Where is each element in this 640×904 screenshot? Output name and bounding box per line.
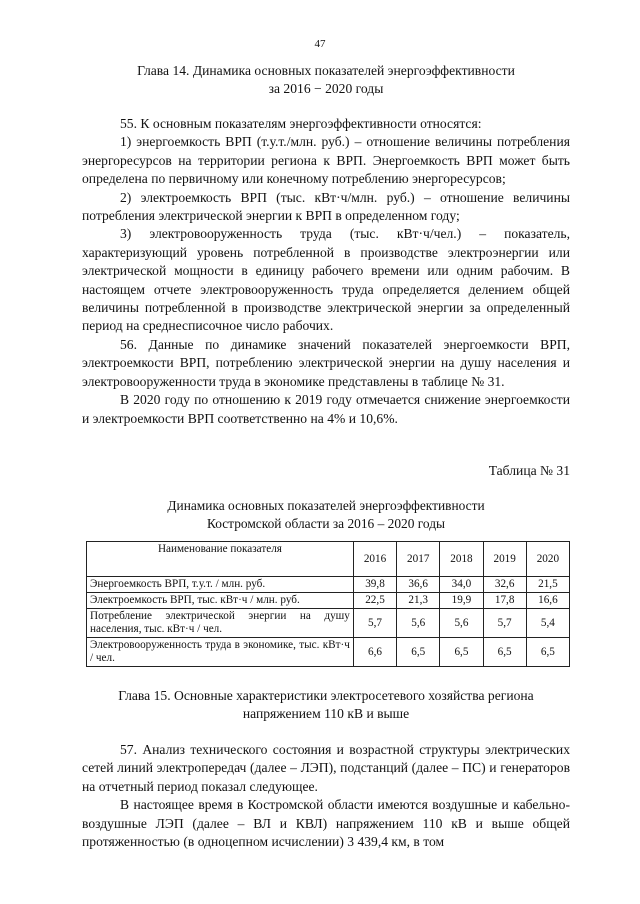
table-title xyxy=(80,497,572,533)
paragraph-56: 56. Данные по динамике значений показателей энергоемкости ВРП, электроемкости ВРП, потреблению электрической энергии на душу населения и электровооруженности труда в экономике представлены в таблице № 31. xyxy=(82,336,570,389)
cell-value: 22,5 xyxy=(353,593,396,609)
cell-value: 6,6 xyxy=(353,638,396,667)
row-name: Энергоемкость ВРП, т.у.т. / млн. руб. xyxy=(87,577,354,593)
cell-value: 5,7 xyxy=(353,609,396,638)
table-label: Таблица № 31 xyxy=(488,463,570,478)
header-year: 2017 xyxy=(397,542,440,577)
header-year: 2016 xyxy=(353,542,396,577)
cell-value: 36,6 xyxy=(397,577,440,593)
table-row xyxy=(87,609,570,638)
paragraph-57: 57. Анализ технического состояния и возрастной структуры электрических сетей линий электропередач (далее – ЛЭП), подстанций (далее – ПС) и генераторов на отчетный период показал следующее. xyxy=(82,742,570,794)
table-title-line1: Динамика основных показателей энергоэффективности xyxy=(167,498,485,513)
table-row xyxy=(87,593,570,609)
section-55-56-text xyxy=(82,115,570,428)
row-name: Потребление электрической энергии на душу населения, тыс. кВт·ч / чел. xyxy=(87,609,354,638)
cell-value: 32,6 xyxy=(483,577,526,593)
indicators-table xyxy=(86,541,570,667)
header-year: 2018 xyxy=(440,542,483,577)
header-year: 2019 xyxy=(483,542,526,577)
cell-value: 21,3 xyxy=(397,593,440,609)
paragraph-55-intro: 55. К основным показателям энергоэффективности относятся: xyxy=(120,116,482,131)
section-57-text xyxy=(82,741,570,851)
header-year: 2020 xyxy=(526,542,569,577)
cell-value: 6,5 xyxy=(483,638,526,667)
cell-value: 5,6 xyxy=(397,609,440,638)
chapter-14-heading-line2: за 2016 − 2020 годы xyxy=(268,81,384,96)
cell-value: 6,5 xyxy=(440,638,483,667)
cell-value: 5,6 xyxy=(440,609,483,638)
cell-value: 16,6 xyxy=(526,593,569,609)
cell-value: 5,4 xyxy=(526,609,569,638)
cell-value: 6,5 xyxy=(397,638,440,667)
cell-value: 17,8 xyxy=(483,593,526,609)
header-indicator-name: Наименование показателя xyxy=(87,542,354,577)
paragraph-power-lines: В настоящее время в Костромской области имеются воздушные и кабельно-воздушные ЛЭП (далее – ВЛ и КВЛ) напряжением 110 кВ и выше общей протяженностью (в одноцепном исчислении) 3 439,4 км, в том xyxy=(82,797,570,850)
table-row xyxy=(87,577,570,593)
row-name: Электроемкость ВРП, тыс. кВт·ч / млн. руб. xyxy=(87,593,354,609)
paragraph-2020-decrease: В 2020 году по отношению к 2019 году отмечается снижение энергоемкости и электроемкости ВРП соответственно на 4% и 10,6%. xyxy=(82,392,570,426)
row-name: Электровооруженность труда в экономике, тыс. кВт·ч / чел. xyxy=(87,638,354,667)
chapter-15-heading xyxy=(80,687,572,723)
chapter-14-heading-line1: Глава 14. Динамика основных показателей энергоэффективности xyxy=(137,63,515,78)
chapter-15-heading-line1: Глава 15. Основные характеристики электросетевого хозяйства региона xyxy=(118,688,534,703)
cell-value: 19,9 xyxy=(440,593,483,609)
paragraph-electro-armament: 3) электровооруженность труда (тыс. кВт·ч/чел.) – показатель, характеризующий уровень потребленной в производстве электроэнергии или электрической мощности в единицу рабочего времени или одним рабочим. В настоящем отчете электровооруженность труда определяется делением общей величины потребленной в производстве электрической энергии за определенный период на среднесписочное число рабочих. xyxy=(82,226,570,334)
paragraph-energy-intensity: 1) энергоемкость ВРП (т.у.т./млн. руб.) – отношение величины потребления энергоресурсов на территории региона к ВРП. Энергоемкость ВРП может быть определена по первичному или конечному потреблению энергоресурсов; xyxy=(82,134,570,187)
table-row xyxy=(87,638,570,667)
paragraph-electro-intensity: 2) электроемкость ВРП (тыс. кВт·ч/млн. руб.) – отношение величины потребления электрической энергии к ВРП в определенном году; xyxy=(82,189,570,224)
table-header-row xyxy=(87,542,570,577)
cell-value: 39,8 xyxy=(353,577,396,593)
chapter-14-heading xyxy=(80,62,572,98)
cell-value: 21,5 xyxy=(526,577,569,593)
cell-value: 34,0 xyxy=(440,577,483,593)
page-number: 47 xyxy=(314,38,326,50)
cell-value: 5,7 xyxy=(483,609,526,638)
chapter-15-heading-line2: напряжением 110 кВ и выше xyxy=(242,706,410,721)
cell-value: 6,5 xyxy=(526,638,569,667)
table-title-line2: Костромской области за 2016 – 2020 годы xyxy=(206,516,446,531)
